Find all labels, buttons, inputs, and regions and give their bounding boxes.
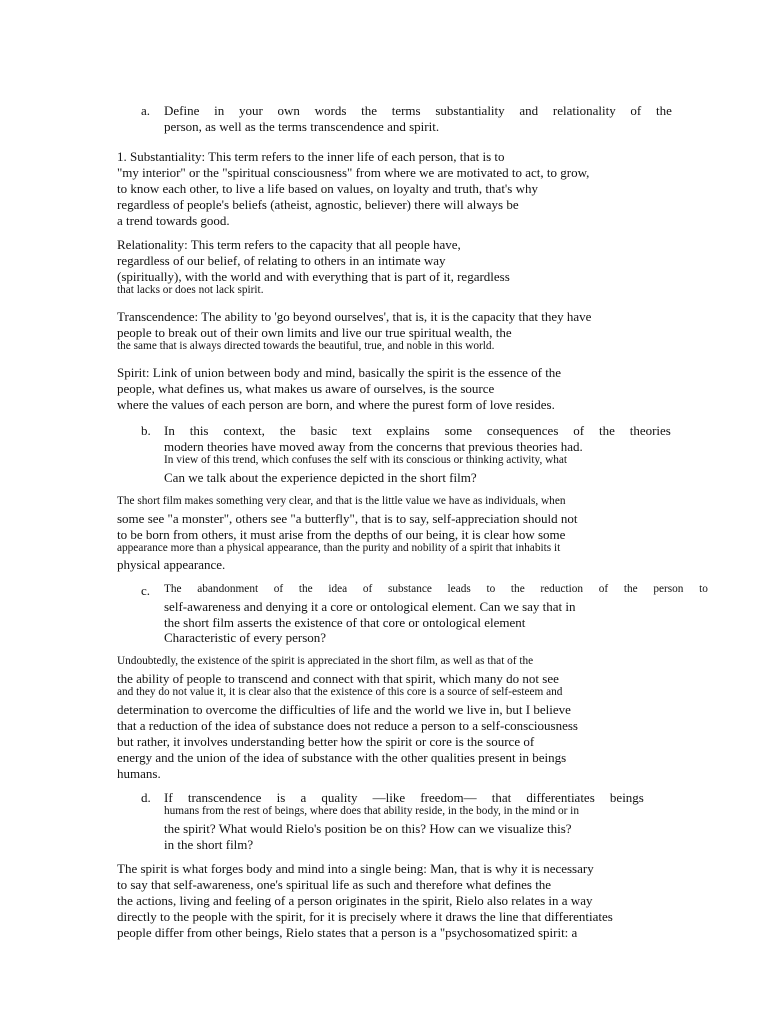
answer-d-line: the actions, living and feeling of a person originates in the spirit, Rielo also relates in a way [117,893,593,908]
relationality-line: Relationality: This term refers to the capacity that all people have, [117,237,461,252]
qd-line: humans from the rest of beings, where does that ability reside, in the body, in the mind or in [164,805,579,817]
answer-c-line: determination to overcome the difficulties of life and the world we live in, but I believe [117,702,571,717]
answer-c-line: humans. [117,766,161,781]
relationality-line: (spiritually), with the world and with everything that is part of it, regardless [117,269,510,284]
transcendence-line: Transcendence: The ability to 'go beyond ourselves', that is, it is the capacity that they have [117,309,592,324]
question-label-qd: d. [141,790,151,805]
answer-d-line: to say that self-awareness, one's spiritual life as such and therefore what defines the [117,877,552,892]
answer-c-line: Undoubtedly, the existence of the spirit is appreciated in the short film, as well as that of the [117,655,534,667]
qa-line: person, as well as the terms transcendence and spirit. [164,119,440,134]
answer-c-line: the ability of people to transcend and connect with that spirit, which many do not see [117,671,559,686]
relationality-line: that lacks or does not lack spirit. [117,284,264,296]
answer-b-line: to be born from others, it must arise from the depths of our being, it is clear how some [117,527,566,542]
substantiality-line: regardless of people's beliefs (atheist, agnostic, believer) there will always be [117,197,519,212]
answer-b-line: physical appearance. [117,557,226,572]
answer-c-line: energy and the union of the idea of substance with the other qualities present in beings [117,750,567,765]
answer-c-line: and they do not value it, it is clear also that the existence of this core is a source of self-esteem and [117,686,563,698]
qc-line: The abandonment of the idea of substance leads to the reduction of the person to [164,583,708,595]
answer-b-line: appearance more than a physical appearance, than the purity and nobility of a spirit that inhabits it [117,542,561,554]
answer-d-line: people differ from other beings, Rielo states that a person is a "psychosomatized spirit: a [117,925,578,940]
qb-line: modern theories have moved away from the concerns that previous theories had. [164,439,583,454]
qd-line: in the short film? [164,837,254,852]
substantiality-line: "my interior" or the "spiritual consciousness" from where we are motivated to act, to grow, [117,165,590,180]
answer-c-line: that a reduction of the idea of substance does not reduce a person to a self-consciousness [117,718,578,733]
qd-line: the spirit? What would Rielo's position be on this? How can we visualize this? [164,821,572,836]
relationality-line: regardless of our belief, of relating to others in an intimate way [117,253,446,268]
qb-line: Can we talk about the experience depicted in the short film? [164,470,477,485]
answer-d-line: directly to the people with the spirit, for it is precisely where it draws the line that differentiates [117,909,613,924]
qc-line: the short film asserts the existence of that core or ontological element [164,615,526,630]
answer-b-line: The short film makes something very clear, and that is the little value we have as individuals, when [117,495,566,507]
qb-line: In view of this trend, which confuses the self with its conscious or thinking activity, what [164,454,568,466]
qc-line: self-awareness and denying it a core or ontological element. Can we say that in [164,599,576,614]
spirit-line: where the values of each person are born, and where the purest form of love resides. [117,397,555,412]
answer-b-line: some see "a monster", others see "a butterfly", that is to say, self-appreciation should not [117,511,578,526]
question-label-qa: a. [141,103,151,118]
qb-line: In this context, the basic text explains some consequences of the theories [164,423,671,438]
question-label-qc: c. [141,583,151,598]
answer-d-line: The spirit is what forges body and mind into a single being: Man, that is why it is necessary [117,861,594,876]
answer-c-line: but rather, it involves understanding better how the spirit or core is the source of [117,734,535,749]
spirit-line: Spirit: Link of union between body and mind, basically the spirit is the essence of the [117,365,562,380]
question-label-qb: b. [141,423,151,438]
spirit-line: people, what defines us, what makes us aware of ourselves, is the source [117,381,495,396]
substantiality-line: 1. Substantiality: This term refers to the inner life of each person, that is to [117,149,505,164]
substantiality-line: a trend towards good. [117,213,230,228]
qd-line: If transcendence is a quality —like freedom— that differentiates beings [164,790,644,805]
qa-line: Define in your own words the terms substantiality and relationality of the [164,103,672,118]
transcendence-line: the same that is always directed towards the beautiful, true, and noble in this world. [117,340,495,352]
qc-line: Characteristic of every person? [164,630,327,645]
transcendence-line: people to break out of their own limits and live our true spiritual wealth, the [117,325,512,340]
substantiality-line: to know each other, to live a life based on values, on loyalty and truth, that's why [117,181,538,196]
